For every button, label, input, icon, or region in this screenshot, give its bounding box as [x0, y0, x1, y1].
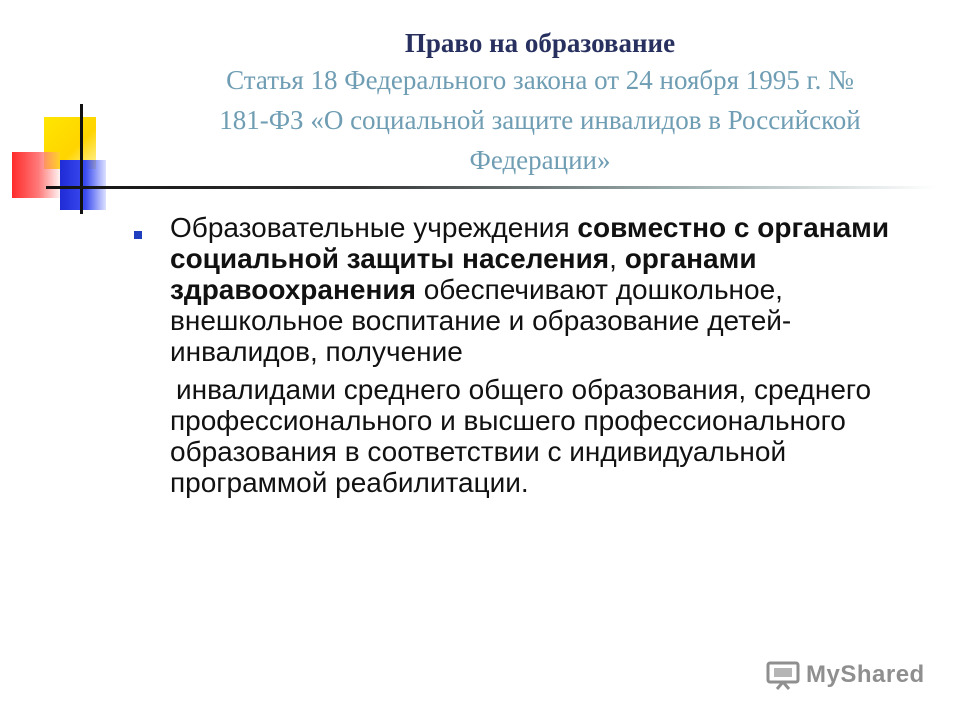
decor-red-square	[12, 152, 60, 198]
p1-text-1: Образовательные учреждения	[170, 212, 578, 243]
slide-title	[150, 26, 930, 180]
presentation-board-icon	[766, 660, 800, 690]
p1-text-3: обеспечивают дошкольное, внешкольное воспитание и образование детей-инвалидов, получение	[170, 274, 792, 367]
subtitle-line-2: 181-ФЗ «О социальной защите инвалидов в Российской	[219, 105, 861, 135]
decor-vertical-line	[80, 104, 83, 214]
p1-text-2: ,	[609, 243, 625, 274]
subtitle-line-3: Федерации»	[469, 145, 611, 175]
watermark-text: MyShared	[806, 661, 925, 688]
p1-bold-2: органами здравоохранения	[170, 243, 757, 305]
p2-text: инвалидами среднего общего образования, среднего профессионального и высшего профессионального образования в соответствии с индивидуальной программой реабилитации.	[170, 374, 872, 498]
title-divider-line	[46, 186, 936, 189]
bullet-item	[134, 212, 934, 498]
watermark-logo	[766, 657, 926, 693]
title-subtitle	[150, 60, 930, 180]
bullet-square-icon	[134, 231, 142, 239]
bullet-paragraph-1	[170, 212, 934, 367]
bullet-paragraph-2	[170, 374, 934, 498]
subtitle-line-1: Статья 18 Федерального закона от 24 ноября 1995 г. №	[226, 65, 854, 95]
p1-bold-1: совместно с органами социальной защиты населения	[170, 212, 890, 274]
title-main: Право на образование	[404, 28, 676, 58]
decor-blue-square	[60, 160, 106, 210]
